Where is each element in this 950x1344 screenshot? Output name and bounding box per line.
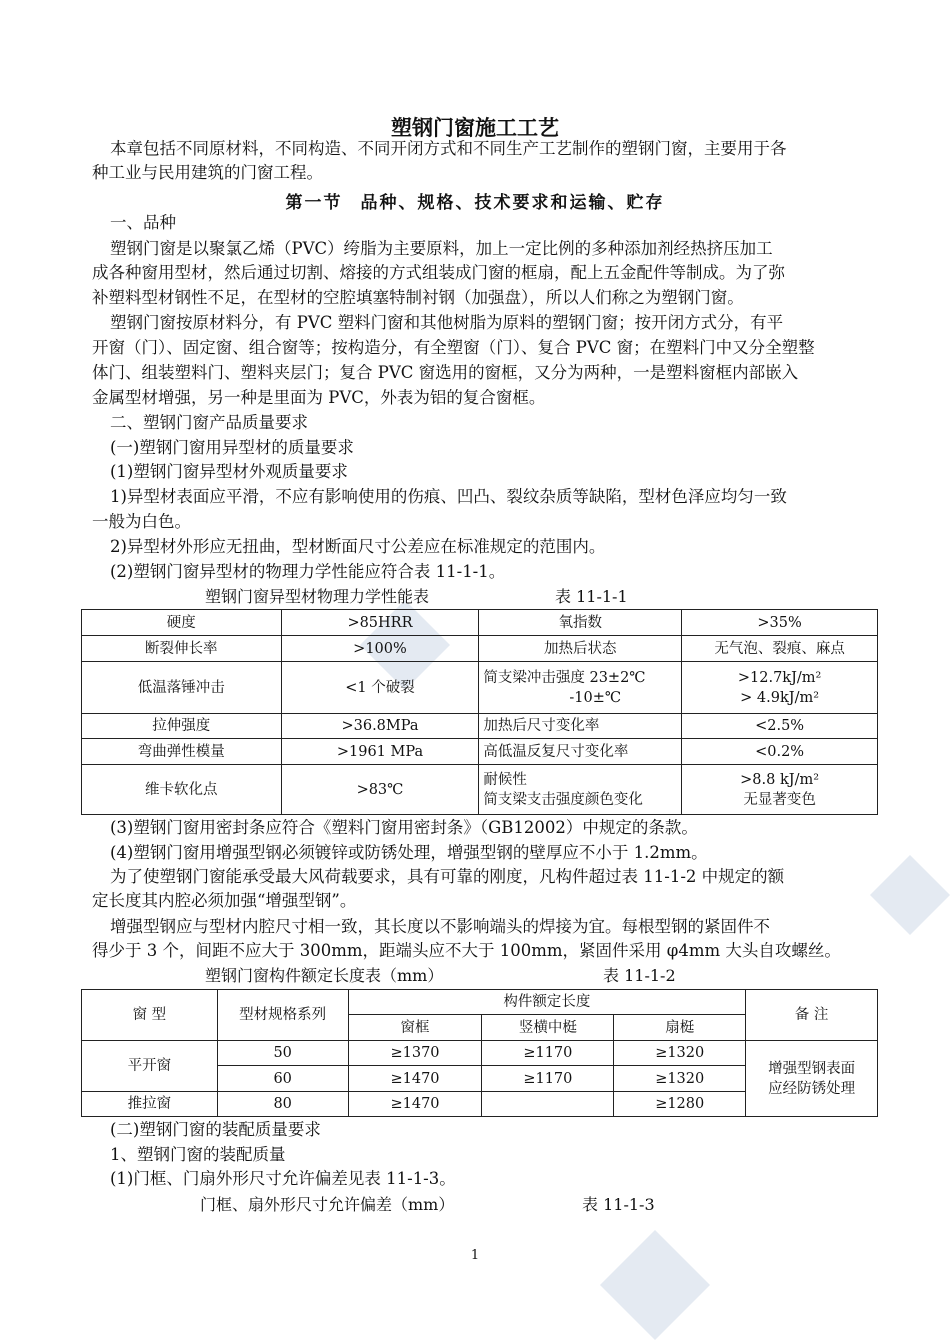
table-caption: 塑钢门窗构件额定长度表（mm） [205,966,444,985]
table-cell: 断裂伸长率 [82,636,282,662]
table-number: 表 11-1-2 [603,966,676,985]
cell-line: >8.8 kJ/m² [740,771,820,788]
table-number: 表 11-1-3 [582,1195,655,1214]
paragraph-line: 补塑料型材钢性不足，在型材的空腔填塞特制衬钢（加强盘），所以人们称之为塑钢门窗。 [92,288,744,307]
paragraph-line: 为了使塑钢门窗能承受最大风荷载要求，具有可靠的刚度，凡构件超过表 11-1-2 中规定的额 [110,867,785,886]
cell-line: 简支梁支击强度颜色变化 [483,791,643,808]
table-cell: 加热后状态 [479,636,682,662]
table-caption: 门框、扇外形尺寸允许偏差（mm） [200,1195,455,1214]
table-cell: ≥1320 [614,1041,746,1066]
paragraph-line: 增强型钢应与型材内腔尺寸相一致，其长度以不影响端头的焊接为宜。每根型钢的紧固件不 [110,917,770,936]
table-header-cell: 型材规格系列 [217,990,348,1041]
table-header-cell: 备 注 [746,990,878,1041]
table-cell: 平开窗 [82,1041,218,1092]
paragraph-line: 金属型材增强，另一种是里面为 PVC，外表为铝的复合窗框。 [92,388,546,407]
table-cell: ≥1470 [348,1092,482,1117]
table-row [82,765,878,815]
paragraph-line: 定长度其内腔必须加强“增强型钢”。 [92,891,357,910]
intro-line: 种工业与民用建筑的门窗工程。 [92,163,323,182]
table-cell: 硬度 [82,610,282,636]
table-cell: >85HRR [281,610,479,636]
cell-line: 增强型钢表面 [768,1060,856,1077]
table-header-cell: 窗框 [348,1015,482,1041]
table-row [82,610,878,636]
paragraph-line: 一、品种 [110,213,176,232]
table-cell: <1 个破裂 [281,662,479,714]
table-row [82,714,878,739]
table-cell: 拉伸强度 [82,714,282,739]
table-cell: ≥1320 [614,1066,746,1092]
table-row [82,739,878,765]
table-cell: ≥1280 [614,1092,746,1117]
table-cell: 50 [217,1041,348,1066]
table-header-cell: 竖横中梃 [482,1015,614,1041]
paragraph-line: 1)异型材表面应平滑，不应有影响使用的伤痕、凹凸、裂纹杂质等缺陷，型材色泽应均匀一致 [110,487,787,506]
table-header-cell: 扇梃 [614,1015,746,1041]
paragraph-line: (一)塑钢门窗用异型材的质量要求 [110,438,354,457]
paragraph-line: 体门、组装塑料门、塑料夹层门；复合 PVC 窗选用的窗框，又分为两种，一是塑料窗框内部嵌入 [92,363,799,382]
table-cell [479,765,682,815]
table-cell [482,1092,614,1117]
table-cell: >36.8MPa [281,714,479,739]
intro-line: 本章包括不同原材料，不同构造、不同开闭方式和不同生产工艺制作的塑钢门窗，主要用于各 [110,139,787,158]
paragraph-line: 1、塑钢门窗的装配质量 [110,1145,286,1164]
paragraph-line: (1)门框、门扇外形尺寸允许偏差见表 11-1-3。 [110,1169,456,1188]
cell-line: 简支梁冲击强度 23±2℃ [483,669,646,686]
watermark-logo-icon [600,1230,710,1340]
table-caption: 塑钢门窗异型材物理力学性能表 [205,587,430,606]
table-cell: ≥1170 [482,1066,614,1092]
table-cell: <0.2% [682,739,878,765]
paragraph-line: 二、塑钢门窗产品质量要求 [110,413,308,432]
cell-line: 应经防锈处理 [768,1080,856,1097]
properties-table [81,609,878,815]
cell-line: > 4.9kJ/m² [740,689,820,706]
paragraph-line: (4)塑钢门窗用增强型钢必须镀锌或防锈处理，增强型钢的壁厚应不小于 1.2mm。 [110,843,708,862]
table-cell: 60 [217,1066,348,1092]
paragraph-line: (1)塑钢门窗异型材外观质量要求 [110,462,348,481]
cell-line: >12.7kJ/m² [737,669,822,686]
section-number: 第一节 [285,193,343,213]
table-cell: 高低温反复尺寸变化率 [479,739,682,765]
paragraph-line: 2)异型材外形应无扭曲，型材断面尺寸公差应在标准规定的范围内。 [110,537,606,556]
table-cell [479,662,682,714]
document-title: 塑钢门窗施工工艺 [391,116,559,140]
table-cell: >35% [682,610,878,636]
paragraph-line: 塑钢门窗是以聚氯乙烯（PVC）绔脂为主要原料，加上一定比例的多种添加剂经热挤压加工 [110,239,773,258]
table-cell: 无气泡、裂痕、麻点 [682,636,878,662]
table-cell: 加热后尺寸变化率 [479,714,682,739]
table-cell: 弯曲弹性模量 [82,739,282,765]
table-row [82,662,878,714]
paragraph-line: 一般为白色。 [92,512,191,531]
table-cell: 80 [217,1092,348,1117]
paragraph-line: 成各种窗用型材，然后通过切割、熔接的方式组装成门窗的框扇，配上五金配件等制成。为了弥 [92,263,785,282]
rated-length-table [81,989,878,1117]
paragraph-line: 得少于 3 个，间距不应大于 300mm，距端头应不大于 100mm，紧固件采用 φ4mm 大头自攻螺丝。 [92,941,841,960]
table-header-cell: 构件额定长度 [348,990,746,1015]
table-cell [682,662,878,714]
table-cell: 维卡软化点 [82,765,282,815]
cell-line: 耐候性 [483,771,527,788]
table-cell [746,1041,878,1117]
table-row [82,1041,878,1066]
table-cell: 推拉窗 [82,1092,218,1117]
table-row [82,990,878,1015]
table-cell: >83℃ [281,765,479,815]
table-cell: 氧指数 [479,610,682,636]
paragraph-line: (3)塑钢门窗用密封条应符合《塑料门窗用密封条》（GB12002）中规定的条款。 [110,818,698,837]
section-heading [0,188,950,213]
cell-line: -10±℃ [569,689,622,706]
page-number: 1 [470,1248,480,1263]
paragraph-line: (2)塑钢门窗异型材的物理力学性能应符合表 11-1-1。 [110,562,506,581]
table-cell: ≥1370 [348,1041,482,1066]
table-cell: ≥1170 [482,1041,614,1066]
table-row [82,636,878,662]
table-cell: 低温落锤冲击 [82,662,282,714]
table-cell: ≥1470 [348,1066,482,1092]
cell-line: 无显著变色 [743,791,816,808]
section-name: 品种、规格、技术要求和运输、贮存 [360,193,665,213]
table-header-cell: 窗 型 [82,990,218,1041]
paragraph-line: 塑钢门窗按原材料分，有 PVC 塑料门窗和其他树脂为原料的塑钢门窗；按开闭方式分，有平 [110,313,784,332]
table-cell: >100% [281,636,479,662]
paragraph-line: 开窗（门）、固定窗、组合窗等；按构造分，有全塑窗（门）、复合 PVC 窗；在塑料门中又分全塑整 [92,338,815,357]
table-cell [682,765,878,815]
table-number: 表 11-1-1 [555,587,628,606]
paragraph-line: (二)塑钢门窗的装配质量要求 [110,1120,321,1139]
table-cell: >1961 MPa [281,739,479,765]
table-cell: <2.5% [682,714,878,739]
